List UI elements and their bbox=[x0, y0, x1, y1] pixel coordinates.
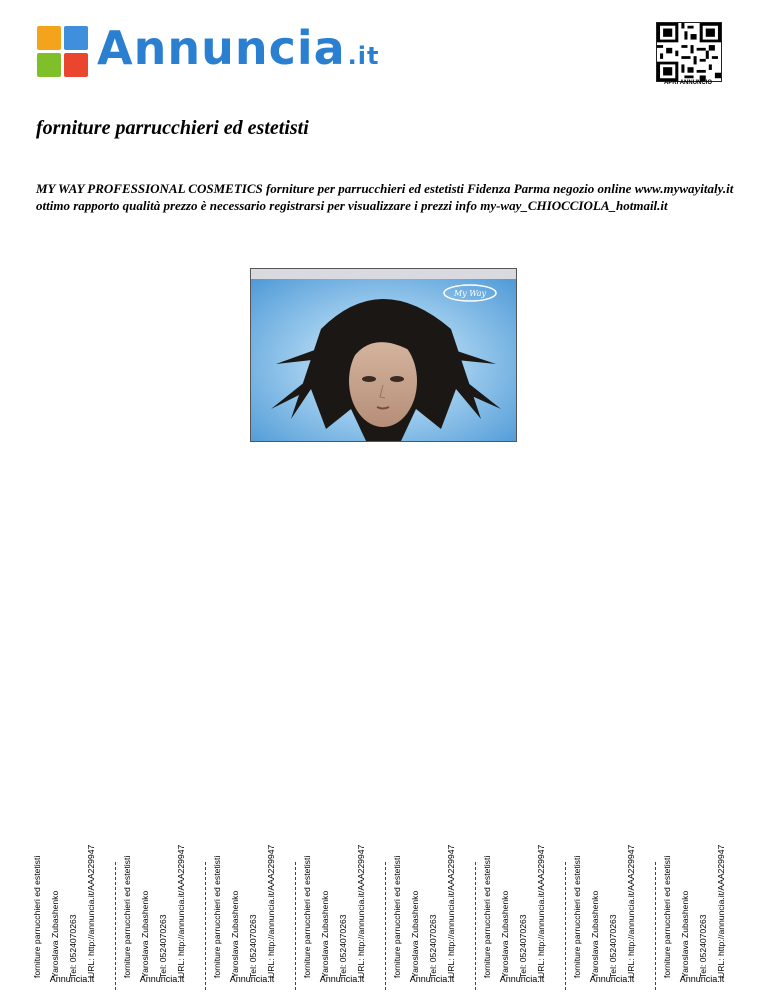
cut-line bbox=[385, 862, 386, 990]
listing-photo[interactable] bbox=[250, 268, 517, 442]
logo-mark-icon bbox=[37, 26, 89, 78]
tear-off-strip[interactable] bbox=[658, 818, 746, 990]
strip-phone: Tel: 0524070263 bbox=[338, 914, 348, 978]
strip-brand: Annuncia.it bbox=[679, 974, 725, 984]
tear-off-strip[interactable] bbox=[568, 818, 656, 990]
strip-phone: Tel: 0524070263 bbox=[248, 914, 258, 978]
annuncia-logo[interactable] bbox=[37, 21, 380, 78]
qr-label: APRI ANNUNCIO bbox=[663, 80, 713, 86]
strip-brand: Annuncia.it bbox=[319, 974, 365, 984]
tear-off-strip[interactable] bbox=[388, 818, 476, 990]
strip-url: URL: http://annuncia.it/AAA229947 bbox=[176, 844, 186, 978]
strip-title: forniture parrucchieri ed estetisti bbox=[122, 855, 132, 978]
strip-title: forniture parrucchieri ed estetisti bbox=[32, 855, 42, 978]
tear-off-strip[interactable] bbox=[298, 818, 386, 990]
strip-url: URL: http://annuncia.it/AAA229947 bbox=[266, 844, 276, 978]
photo-watermark: My Way bbox=[453, 289, 487, 298]
strip-contact-name: Yaroslava Zubashenko bbox=[410, 890, 420, 978]
strip-url: URL: http://annuncia.it/AAA229947 bbox=[716, 844, 726, 978]
strip-phone: Tel: 0524070263 bbox=[518, 914, 528, 978]
strip-contact-name: Yaroslava Zubashenko bbox=[50, 890, 60, 978]
strip-url: URL: http://annuncia.it/AAA229947 bbox=[356, 844, 366, 978]
strip-brand: Annuncia.it bbox=[409, 974, 455, 984]
strip-phone: Tel: 0524070263 bbox=[608, 914, 618, 978]
strip-contact-name: Yaroslava Zubashenko bbox=[500, 890, 510, 978]
strip-url: URL: http://annuncia.it/AAA229947 bbox=[626, 844, 636, 978]
listing-title: forniture parrucchieri ed estetisti bbox=[36, 117, 309, 139]
strip-contact-name: Yaroslava Zubashenko bbox=[680, 890, 690, 978]
strip-brand: Annuncia.it bbox=[499, 974, 545, 984]
cut-line bbox=[115, 862, 116, 990]
strip-brand: Annuncia.it bbox=[139, 974, 185, 984]
strip-brand: Annuncia.it bbox=[229, 974, 275, 984]
strip-phone: Tel: 0524070263 bbox=[698, 914, 708, 978]
cut-line bbox=[205, 862, 206, 990]
strip-contact-name: Yaroslava Zubashenko bbox=[590, 890, 600, 978]
strip-url: URL: http://annuncia.it/AAA229947 bbox=[446, 844, 456, 978]
cut-line bbox=[655, 862, 656, 990]
listing-description: MY WAY PROFESSIONAL COSMETICS forniture per parrucchieri ed estetisti Fidenza Parma negozio online www.mywayitaly.it ottimo rapporto qualità prezzo è necessario registrarsi per visualizzare i prezzi info my-way_CHIOCCIOLA_hotmail.it bbox=[36, 181, 734, 213]
strip-title: forniture parrucchieri ed estetisti bbox=[662, 855, 672, 978]
strip-phone: Tel: 0524070263 bbox=[68, 914, 78, 978]
strip-title: forniture parrucchieri ed estetisti bbox=[572, 855, 582, 978]
cut-line bbox=[565, 862, 566, 990]
strip-brand: Annuncia.it bbox=[589, 974, 635, 984]
tear-off-strip[interactable] bbox=[208, 818, 296, 990]
cut-line bbox=[475, 862, 476, 990]
tear-off-strip[interactable] bbox=[28, 818, 116, 990]
strip-title: forniture parrucchieri ed estetisti bbox=[392, 855, 402, 978]
qr-code-icon[interactable] bbox=[656, 22, 722, 82]
strip-title: forniture parrucchieri ed estetisti bbox=[212, 855, 222, 978]
tear-off-strips bbox=[26, 818, 746, 990]
tear-off-strip[interactable] bbox=[478, 818, 566, 990]
logo-wordmark: Annuncia.it bbox=[97, 21, 380, 75]
strip-title: forniture parrucchieri ed estetisti bbox=[302, 855, 312, 978]
strip-title: forniture parrucchieri ed estetisti bbox=[482, 855, 492, 978]
strip-contact-name: Yaroslava Zubashenko bbox=[320, 890, 330, 978]
strip-contact-name: Yaroslava Zubashenko bbox=[230, 890, 240, 978]
cut-line bbox=[295, 862, 296, 990]
strip-contact-name: Yaroslava Zubashenko bbox=[140, 890, 150, 978]
strip-phone: Tel: 0524070263 bbox=[428, 914, 438, 978]
strip-url: URL: http://annuncia.it/AAA229947 bbox=[536, 844, 546, 978]
tear-off-strip[interactable] bbox=[118, 818, 206, 990]
strip-url: URL: http://annuncia.it/AAA229947 bbox=[86, 844, 96, 978]
strip-brand: Annuncia.it bbox=[49, 974, 95, 984]
strip-phone: Tel: 0524070263 bbox=[158, 914, 168, 978]
